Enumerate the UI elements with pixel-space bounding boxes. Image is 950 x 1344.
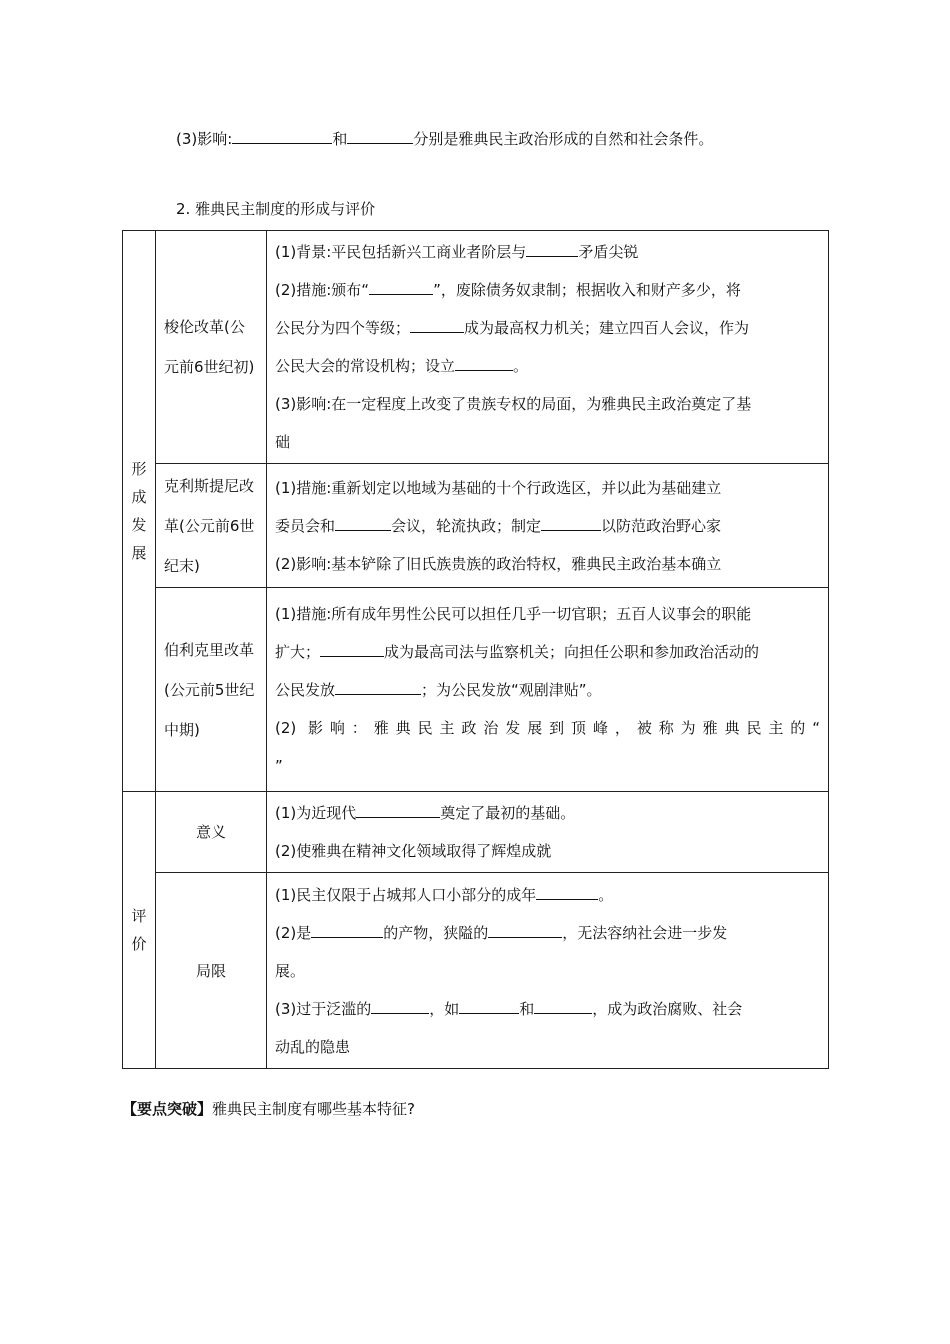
cleisthenes-reform-label: 克利斯提尼改革(公元前6世纪末)	[156, 464, 267, 588]
meaning-content	[267, 792, 829, 873]
blank-field[interactable]	[371, 999, 429, 1014]
key-point-label: 【要点突破】	[122, 1100, 213, 1118]
intro-mid: 和	[332, 130, 348, 148]
text: (1)民主仅限于占城邦人口小部分的成年	[275, 885, 537, 904]
text: 委员会和	[275, 516, 336, 535]
meaning-label: 意义	[156, 792, 267, 873]
text: 动乱的隐患	[275, 1037, 351, 1056]
text: (2) 影响：雅典民主政治发展到顶峰，被称为雅典民主的“	[275, 718, 820, 737]
text: 。	[513, 357, 529, 375]
text: 公民发放	[275, 680, 336, 699]
blank-field[interactable]	[311, 923, 383, 938]
text: (3)影响:在一定程度上改变了贵族专权的局面，为雅典民主政治奠定了基	[275, 395, 752, 413]
pericles-reform-content	[267, 588, 829, 792]
blank-field[interactable]	[335, 516, 391, 531]
category-char: 成	[131, 488, 147, 506]
blank-field[interactable]	[526, 242, 578, 257]
text: (2)是	[275, 923, 312, 942]
blank-field[interactable]	[369, 280, 433, 295]
text: ，如	[429, 999, 460, 1018]
category-char: 发	[131, 516, 147, 534]
text: 。	[598, 885, 614, 904]
category-char: 形	[131, 460, 147, 478]
democracy-table	[122, 230, 829, 1069]
blank-field[interactable]	[320, 642, 384, 657]
pericles-reform-label: 伯利克里改革(公元前5世纪中期)	[156, 588, 267, 792]
blank-field[interactable]	[347, 129, 413, 144]
blank-field[interactable]	[534, 999, 592, 1014]
text: 矛盾尖锐	[578, 243, 639, 261]
section-title: 2. 雅典民主制度的形成与评价	[176, 200, 376, 218]
text: 的产物，狭隘的	[383, 923, 489, 942]
blank-field[interactable]	[232, 129, 332, 144]
text: ，成为政治腐败、社会	[592, 999, 743, 1018]
text: ”	[275, 756, 283, 775]
limitation-label: 局限	[156, 873, 267, 1069]
text: ；为公民发放“观剧津贴”。	[421, 680, 602, 699]
category-char: 展	[131, 544, 147, 562]
blank-field[interactable]	[356, 803, 440, 818]
category-char: 评	[131, 907, 147, 925]
text: ”，废除债务奴隶制；根据收入和财产多少，将	[433, 281, 741, 299]
blank-field[interactable]	[536, 885, 598, 900]
text: 奠定了最初的基础。	[440, 804, 576, 822]
text: 成为最高司法与监察机关；向担任公职和参加政治活动的	[384, 642, 760, 661]
text: 成为最高权力机关；建立四百人会议，作为	[464, 319, 750, 337]
intro-prefix: (3)影响:	[176, 130, 233, 148]
text: ，无法容纳社会进一步发	[562, 923, 728, 942]
category-evaluation	[123, 792, 156, 1069]
text: 会议，轮流执政；制定	[391, 516, 542, 535]
cleisthenes-reform-content	[267, 464, 829, 588]
text: 扩大；	[275, 642, 321, 661]
blank-field[interactable]	[335, 680, 421, 695]
text: 展。	[275, 961, 306, 980]
text: 和	[519, 999, 535, 1018]
solon-reform-content	[267, 231, 829, 464]
blank-field[interactable]	[541, 516, 601, 531]
text: (2)使雅典在精神文化领域取得了辉煌成就	[275, 842, 552, 860]
text: (3)过于泛滥的	[275, 999, 372, 1018]
text: (1)为近现代	[275, 804, 357, 822]
text: (1)措施:重新划定以地域为基础的十个行政选区，并以此为基础建立	[275, 478, 722, 497]
blank-field[interactable]	[488, 923, 562, 938]
solon-reform-label: 梭伦改革(公元前6世纪初)	[156, 231, 267, 464]
limitation-content	[267, 873, 829, 1069]
text: 以防范政治野心家	[601, 516, 722, 535]
text: 公民大会的常设机构；设立	[275, 357, 456, 375]
blank-field[interactable]	[459, 999, 519, 1014]
intro-line	[176, 128, 713, 149]
blank-field[interactable]	[455, 356, 513, 371]
category-formation	[123, 231, 156, 792]
key-point	[122, 1098, 415, 1119]
text: 础	[275, 433, 291, 451]
text: (2)影响:基本铲除了旧氏族贵族的政治特权，雅典民主政治基本确立	[275, 554, 722, 573]
blank-field[interactable]	[410, 318, 464, 333]
key-point-text: 雅典民主制度有哪些基本特征?	[212, 1100, 415, 1118]
text: (1)背景:平民包括新兴工商业者阶层与	[275, 243, 527, 261]
text: (1)措施:所有成年男性公民可以担任几乎一切官职；五百人议事会的职能	[275, 604, 752, 623]
text: (2)措施:颁布“	[275, 281, 370, 299]
intro-suffix: 分别是雅典民主政治形成的自然和社会条件。	[413, 130, 714, 148]
category-char: 价	[131, 935, 147, 953]
text: 公民分为四个等级；	[275, 319, 411, 337]
